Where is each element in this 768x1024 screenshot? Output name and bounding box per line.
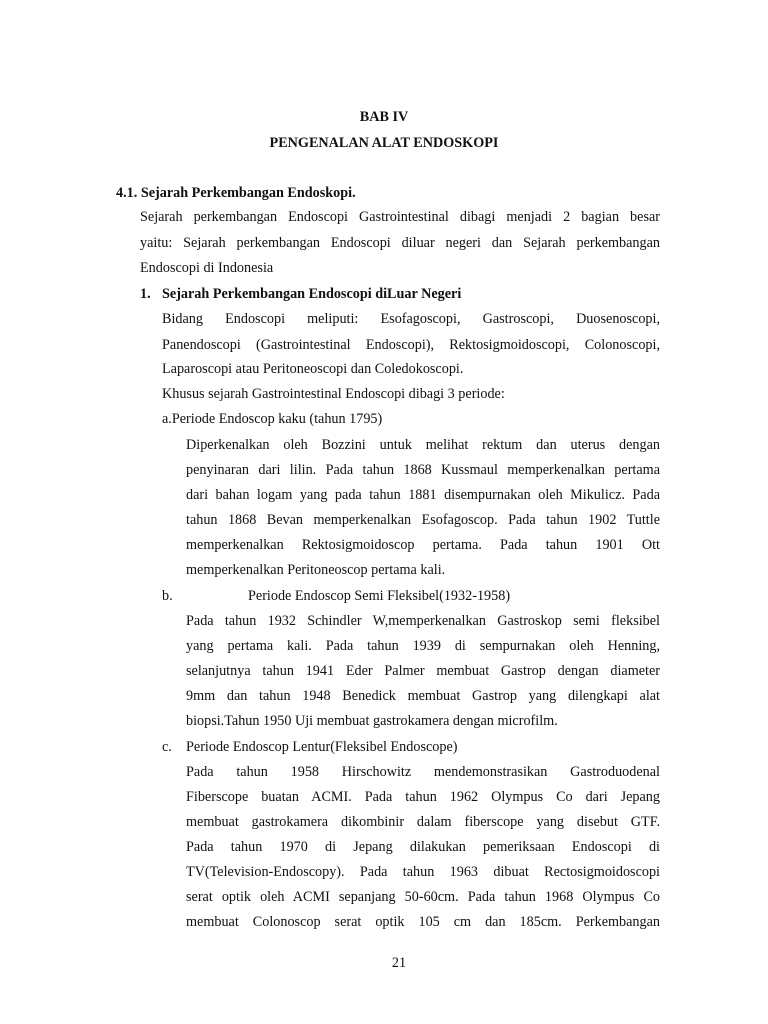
period-a-line: memperkenalkan Rektosigmoidoscop pertama. Pada tahun 1901 Ott: [186, 537, 660, 553]
period-c-line: Fiberscope buatan ACMI. Pada tahun 1962 Olympus Co dari Jepang: [186, 789, 660, 805]
intro-line: yaitu: Sejarah perkembangan Endoscopi diluar negeri dan Sejarah perkembangan: [140, 235, 660, 251]
period-b-line: biopsi.Tahun 1950 Uji membuat gastrokamera dengan microfilm.: [186, 713, 558, 729]
page-number: 21: [391, 955, 407, 971]
intro-line: Sejarah perkembangan Endoscopi Gastrointestinal dibagi menjadi 2 bagian besar: [140, 209, 660, 225]
intro-line: Endoscopi di Indonesia: [140, 260, 274, 276]
period-b-line: 9mm dan tahun 1948 Benedick membuat Gastrop yang dilengkapi alat: [186, 688, 660, 704]
period-a-line: Diperkenalkan oleh Bozzini untuk melihat rektum dan uterus dengan: [186, 437, 660, 453]
period-c-heading: Periode Endoscop Lentur(Fleksibel Endoscope): [186, 739, 458, 755]
period-b-line: Pada tahun 1932 Schindler W,memperkenalkan Gastroskop semi fleksibel: [186, 613, 660, 629]
period-c-line: Pada tahun 1958 Hirschowitz mendemonstrasikan Gastroduodenal: [186, 764, 660, 780]
subsection-number: 1.: [140, 286, 151, 302]
period-a-line: penyinaran dari lilin. Pada tahun 1868 Kussmaul memperkenalkan pertama: [186, 462, 660, 478]
khusus-line: Khusus sejarah Gastrointestinal Endoscopi dibagi 3 periode:: [162, 386, 505, 402]
period-c-label: c.: [162, 739, 172, 755]
period-a-line: tahun 1868 Bevan memperkenalkan Esofagoscop. Pada tahun 1902 Tuttle: [186, 512, 660, 528]
period-b-line: yang pertama kali. Pada tahun 1939 di sempurnakan oleh Henning,: [186, 638, 660, 654]
period-b-label: b.: [162, 588, 173, 604]
bidang-line: Laparoscopi atau Peritoneoscopi dan Coledokoscopi.: [162, 361, 464, 377]
period-a-heading: a.Periode Endoscop kaku (tahun 1795): [162, 411, 383, 427]
period-c-line: membuat gastrokamera dikombinir dalam fiberscope yang disebut GTF.: [186, 814, 660, 830]
period-c-line: membuat Colonoscop serat optik 105 cm dan 185cm. Perkembangan: [186, 914, 660, 930]
bidang-line: Bidang Endoscopi meliputi: Esofagoscopi, Gastroscopi, Duosenoscopi,: [162, 311, 660, 327]
period-a-line: dari bahan logam yang pada tahun 1881 disempurnakan oleh Mikulicz. Pada: [186, 487, 660, 503]
section-heading: 4.1. Sejarah Perkembangan Endoskopi.: [116, 185, 356, 201]
period-b-line: selanjutnya tahun 1941 Eder Palmer membuat Gastrop dengan diameter: [186, 663, 660, 679]
period-c-line: serat optik oleh ACMI sepanjang 50-60cm. Pada tahun 1968 Olympus Co: [186, 889, 660, 905]
bidang-line: Panendoscopi (Gastrointestinal Endoscopi), Rektosigmoidoscopi, Colonoscopi,: [162, 337, 660, 353]
period-b-heading: Periode Endoscop Semi Fleksibel(1932-1958): [248, 588, 511, 604]
period-c-line: Pada tahun 1970 di Jepang dilakukan pemeriksaan Endoscopi di: [186, 839, 660, 855]
chapter-label: BAB IV: [359, 109, 409, 125]
subsection-title: Sejarah Perkembangan Endoscopi diLuar Negeri: [162, 286, 462, 302]
chapter-title: PENGENALAN ALAT ENDOSKOPI: [269, 135, 499, 151]
period-a-line: memperkenalkan Peritoneoscop pertama kali.: [186, 562, 446, 578]
period-c-line: TV(Television-Endoscopy). Pada tahun 1963 dibuat Rectosigmoidoscopi: [186, 864, 660, 880]
